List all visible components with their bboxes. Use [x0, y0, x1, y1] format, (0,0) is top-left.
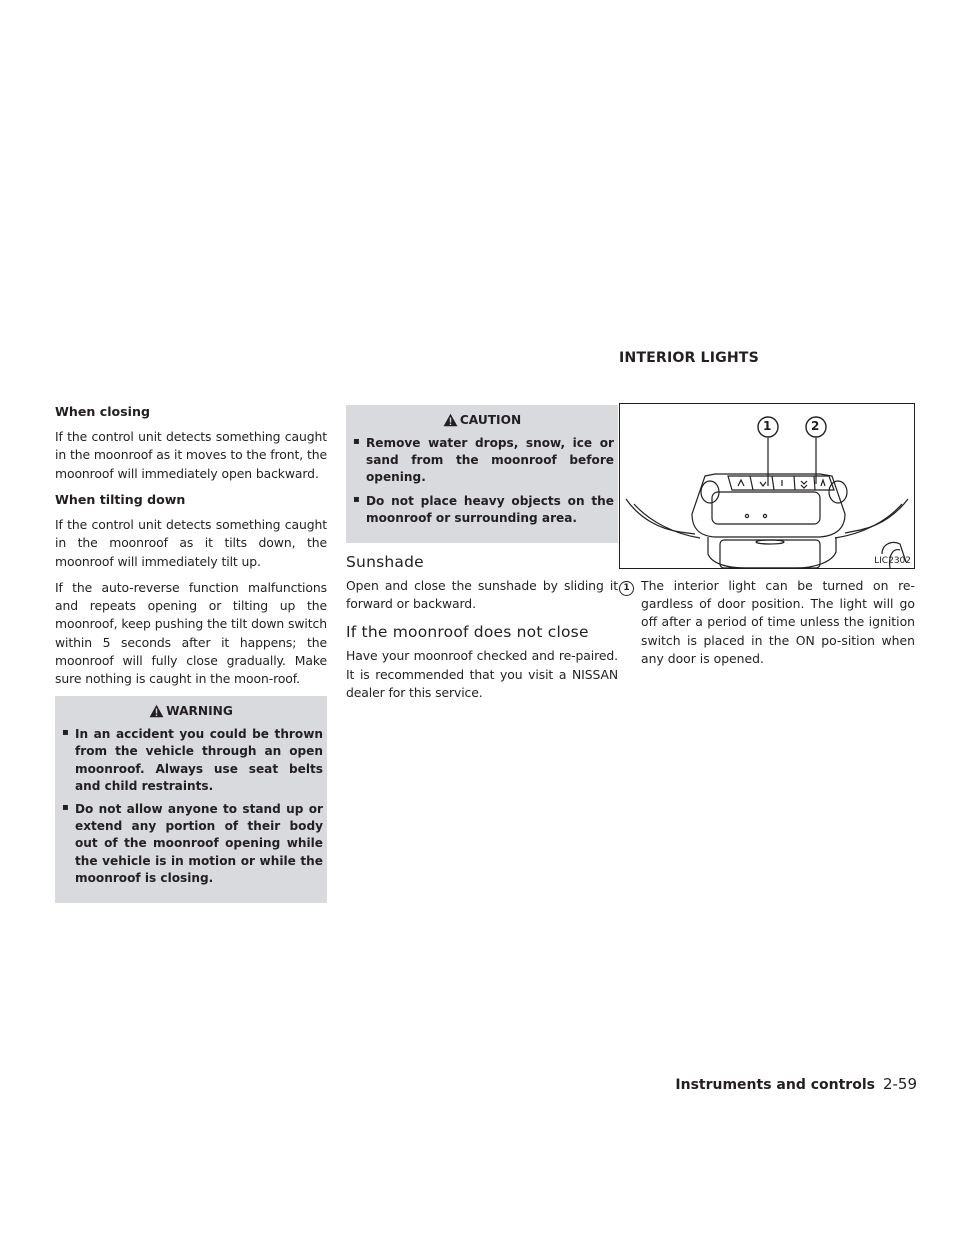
warning-title: WARNING — [166, 704, 233, 719]
caution-title: CAUTION — [459, 413, 522, 427]
callout-label-1: 1 — [763, 419, 772, 433]
warning-icon — [149, 704, 164, 718]
callout-item-1 — [619, 577, 915, 668]
callout-text-1: The interior light can be turned on re-gardless of door position. The light will go off after a period of time unless the ignition switch is placed in the ON po-sition when any door is opened. — [641, 578, 915, 666]
caution-list — [350, 435, 614, 527]
caution-box — [346, 405, 618, 543]
interior-light-figure — [619, 403, 915, 569]
warning-list — [59, 726, 323, 887]
figure-code: LIC2302 — [874, 556, 911, 566]
footer-section-name: Instruments and controls — [675, 1077, 875, 1093]
warning-item: ▪ In an accident you could be thrown from the vehicle through an open moonroof. Always use seat belts and child restraints. — [59, 726, 323, 795]
caution-item: ▪ Remove water drops, snow, ice or sand from the moonroof before opening. — [350, 435, 614, 487]
column-right — [619, 403, 915, 668]
column-middle — [346, 403, 618, 710]
callout-label-2: 2 — [811, 419, 820, 433]
callout-number-badge: 1 — [619, 581, 634, 596]
sunshade-paragraph: Open and close the sunshade by sliding it forward or backward. — [346, 577, 618, 612]
caution-item: ▪ Do not place heavy objects on the moonroof or surrounding area. — [350, 493, 614, 527]
warning-box — [55, 696, 327, 903]
subheading-when-tilting-down: When tilting down — [55, 491, 186, 507]
moonroof-not-close-heading: If the moonroof does not close — [346, 623, 589, 642]
paragraph-auto-reverse: If the auto-reverse function malfunctions and repeats opening or tilting up the moonroof, keep pushing the tilt down switch within 5 seconds after it happens; the moonroof will fully close gradually. Make sure nothing is caught in the moon-roof. — [55, 579, 327, 687]
warning-item: ▪ Do not allow anyone to stand up or extend any portion of their body out of the moonroof opening while the vehicle is in motion or while the moonroof is closing. — [59, 801, 323, 887]
warning-heading — [59, 704, 323, 718]
column-left — [55, 403, 327, 911]
page-footer — [675, 1075, 917, 1093]
caution-icon — [443, 413, 458, 427]
sunshade-heading: Sunshade — [346, 552, 424, 571]
subheading-when-closing: When closing — [55, 404, 150, 419]
page-number: 2-59 — [882, 1075, 917, 1093]
section-title-interior-lights: INTERIOR LIGHTS — [619, 350, 759, 366]
paragraph-when-closing: If the control unit detects something caught in the moonroof as it moves to the front, the moonroof will immediately open backward. — [55, 429, 327, 481]
moonroof-not-close-paragraph: Have your moonroof checked and re-paired. It is recommended that you visit a NISSAN dealer for this service. — [346, 648, 618, 700]
paragraph-when-tilting-down: If the control unit detects something caught in the moonroof as it tilts down, the moonroof will immediately tilt up. — [55, 517, 327, 569]
caution-heading — [350, 413, 614, 427]
